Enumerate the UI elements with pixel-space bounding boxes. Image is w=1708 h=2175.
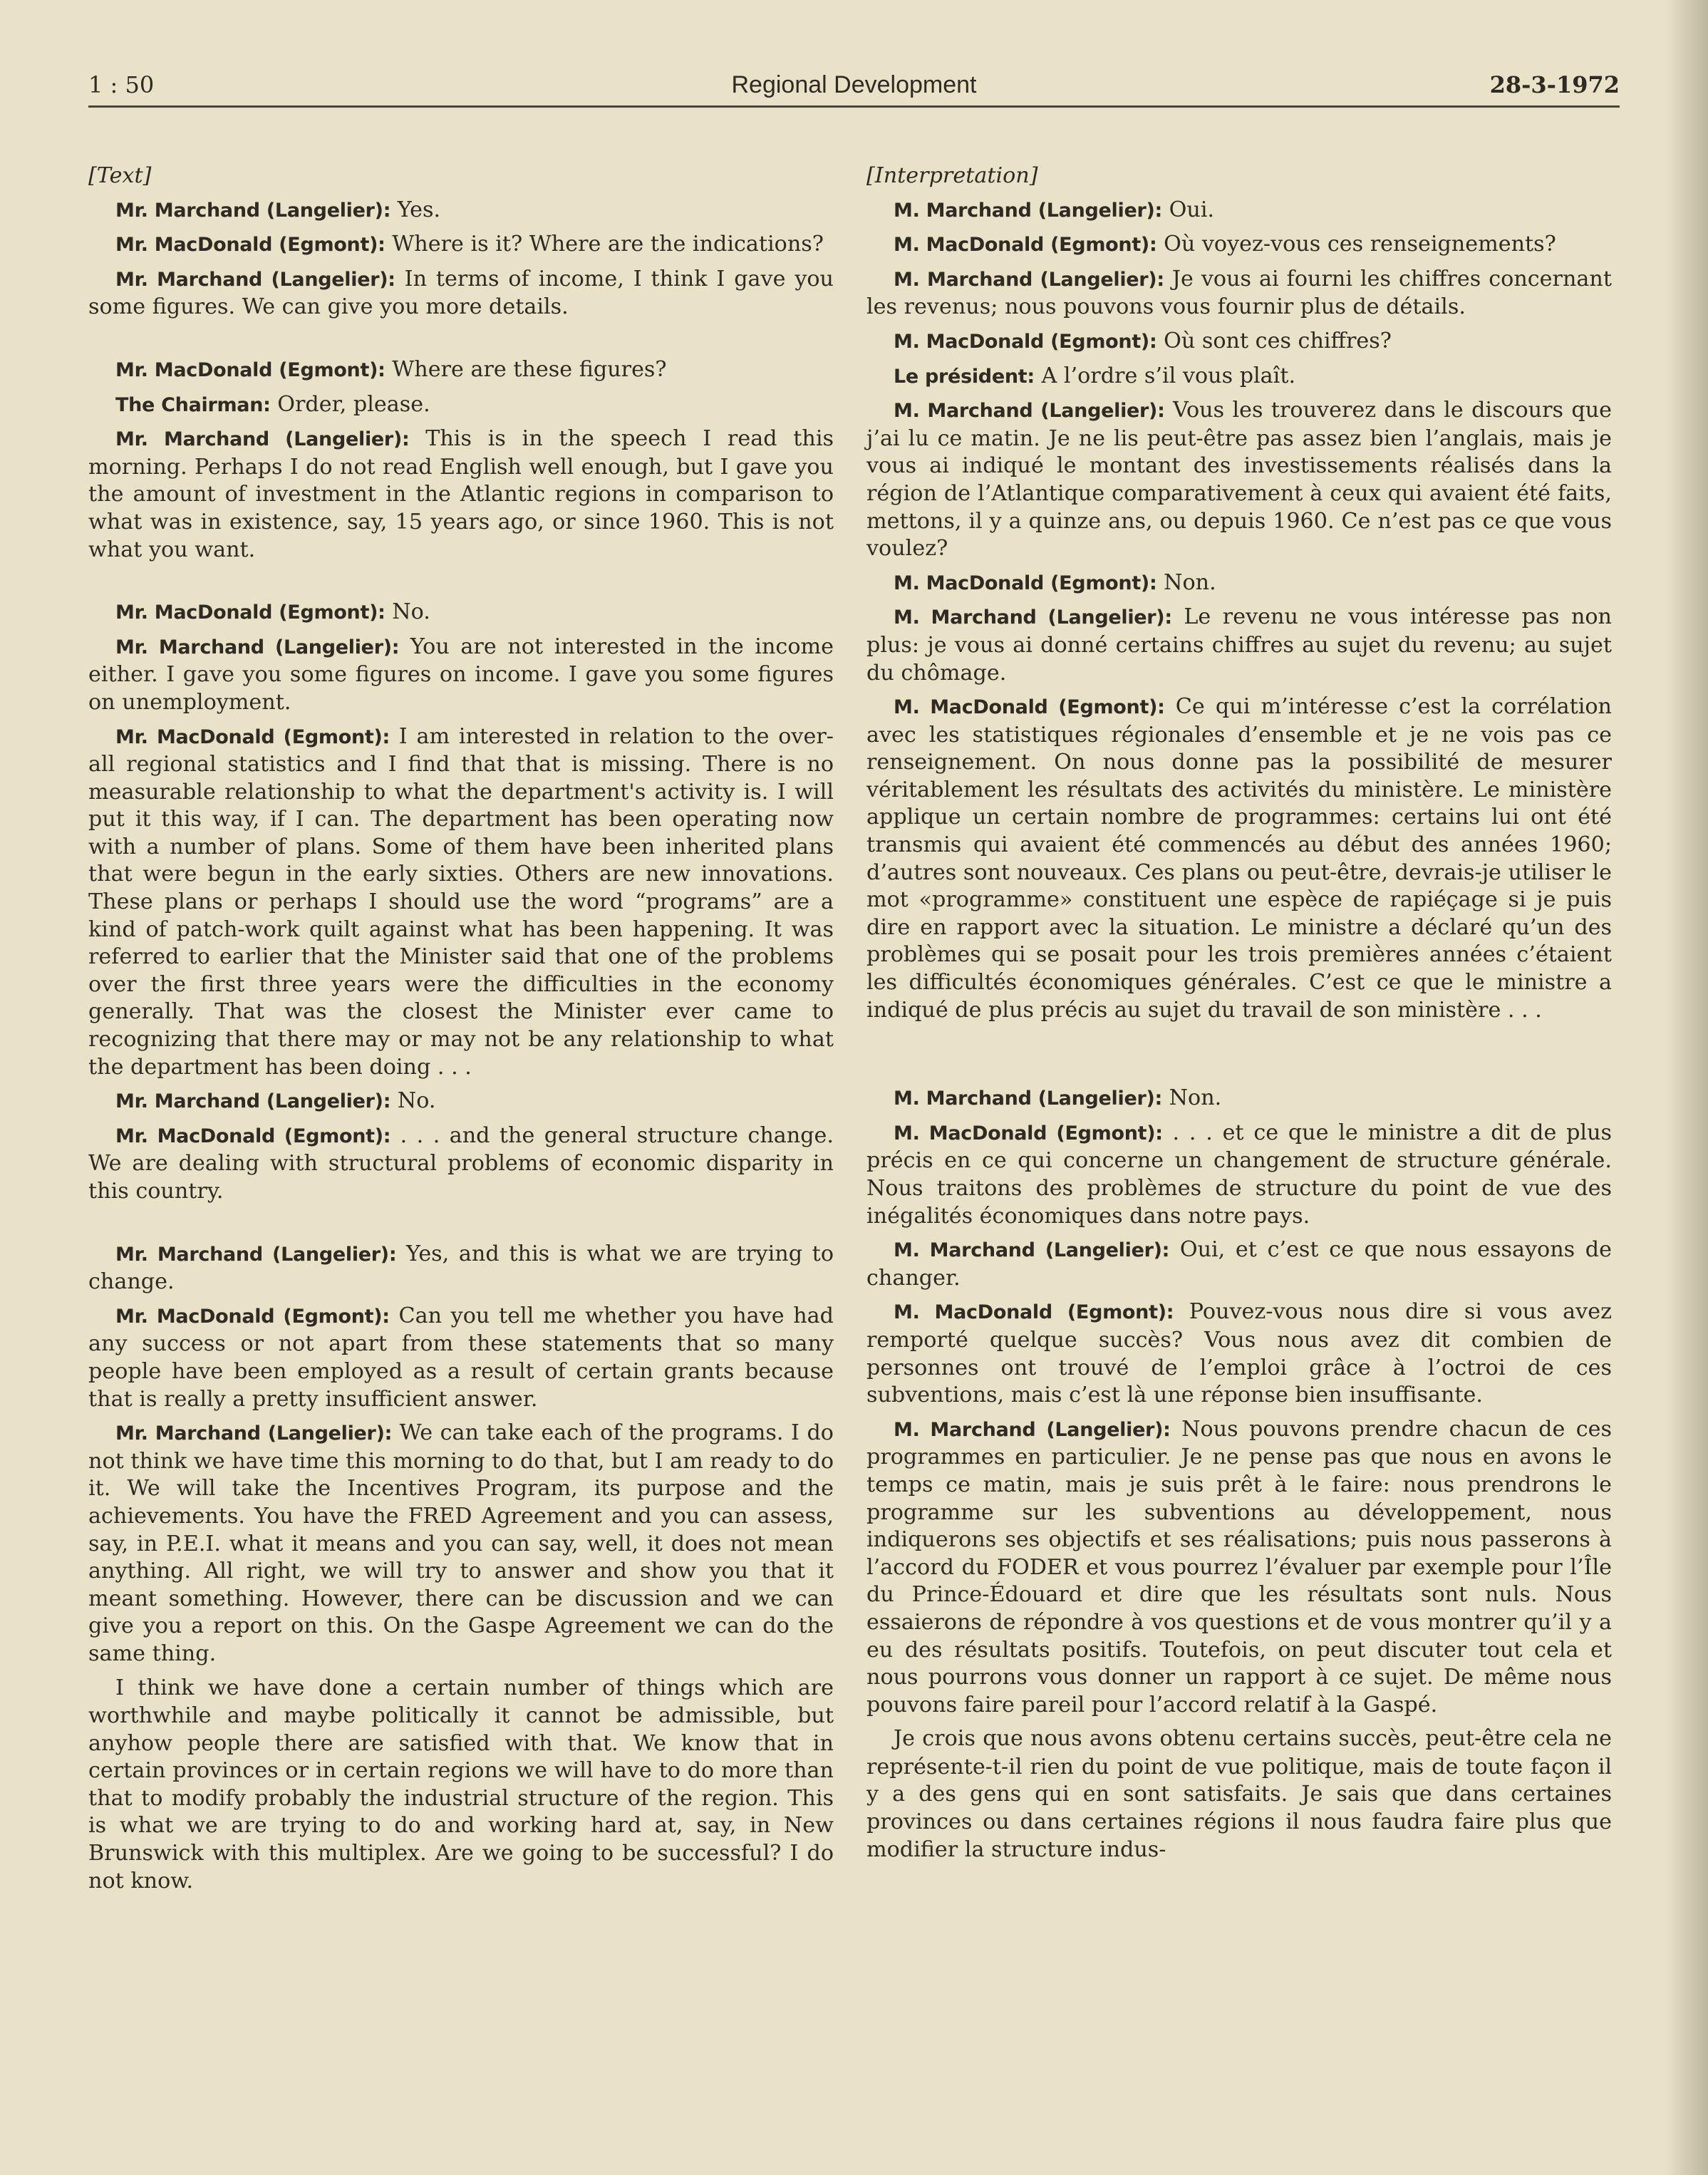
column-tag: [Text]	[88, 163, 152, 188]
paragraph: M. MacDonald (Egmont): Pouvez-vous nous dire si vous avez remporté quelque succès? Vous nous avez dit combien de personnes ont trouvé de l’emploi grâce à l’octroi de ces subventions, mais c’est là une réponse bien insuffisante.	[866, 1299, 1613, 1408]
paragraph: Mr. MacDonald (Egmont): No.	[115, 599, 430, 625]
paragraph: Mr. Marchand (Langelier): Yes, and this is what we are trying to change.	[88, 1241, 834, 1295]
paragraph: The Chairman: Order, please.	[115, 391, 430, 417]
paragraph: M. MacDonald (Egmont): Où sont ces chiffres?	[894, 328, 1392, 353]
page-edge-shadow	[1665, 0, 1708, 2175]
paragraph: Mr. Marchand (Langelier): You are not interested in the income either. I gave you some figures on income. I gave you some figures on unemployment.	[88, 634, 834, 715]
paragraph: Mr. MacDonald (Egmont): Where is it? Where are the indications?	[115, 232, 824, 257]
page-date: 28-3-1972	[1489, 71, 1620, 98]
paragraph: Mr. Marchand (Langelier): In terms of income, I think I gave you some figures. We can give you more details.	[88, 266, 834, 320]
page-number: 1 : 50	[88, 71, 155, 98]
paragraph: Mr. MacDonald (Egmont): Where are these figures?	[115, 356, 667, 382]
paragraph: M. MacDonald (Egmont): Non.	[894, 569, 1216, 595]
paragraph: M. Marchand (Langelier): Le revenu ne vous intéresse pas non plus: je vous ai donné certains chiffres au sujet du revenu; au sujet du chômage.	[866, 604, 1612, 686]
paragraph: Mr. Marchand (Langelier): This is in the speech I read this morning. Perhaps I do not read English well enough, but I gave you the amount of investment in the Atlantic regions in comparison to what was in existence, say, 15 years ago, or since 1960. This is not what you want.	[88, 426, 834, 562]
paragraph: Mr. MacDonald (Egmont): Can you tell me whether you have had any success or not apart from these statements that so many people have been employed as a result of certain grants because that is really a pretty insufficient answer.	[88, 1303, 834, 1412]
paragraph: Mr. MacDonald (Egmont): . . . and the general structure change. We are dealing with structural problems of economic disparity in this country.	[88, 1122, 834, 1204]
running-title: Regional Development	[731, 71, 977, 98]
paragraph: M. Marchand (Langelier): Vous les trouverez dans le discours que j’ai lu ce matin. Je ne lis peut-être pas assez bien l’anglais, mais je vous ai indiqué le montant des investissements réalisés dans la région de l’Atlantique comparativement à ceux qui avaient été faits, mettons, il y a quinze ans, ou depuis 1960. Ce n’est pas ce que vous voulez?	[866, 398, 1612, 562]
paragraph: Mr. Marchand (Langelier): Yes.	[115, 197, 441, 222]
paragraph: M. Marchand (Langelier): Je vous ai fourni les chiffres concernant les revenus; nous pouvons vous fournir plus de détails.	[866, 266, 1612, 320]
paragraph: M. Marchand (Langelier): Non.	[894, 1085, 1222, 1111]
french-column	[866, 162, 1612, 1870]
english-column	[88, 162, 834, 1901]
paragraph: M. MacDonald (Egmont): Ce qui m’intéresse c’est la corrélation avec les statistiques régionales d’ensemble et je ne vois pas ce renseignement. On nous donne pas la possibilité de mesurer véritablement les résultats des activités du ministère. Le ministère applique un certain nombre de programmes: certains lui ont été transmis qui avaient été commencés au début des années 1960; d’autres sont nouveaux. Ces plans ou peut-être, devrais-je utiliser le mot «programme» constituent une espèce de rapiéçage si je puis dire en rapport avec la situation. Le ministre a déclaré qu’un des problèmes qui se posait pour les trois premières années c’étaient les difficultés économiques générales. C’est ce que le ministre a indiqué de plus précis au sujet du travail de son ministère . . .	[866, 694, 1613, 1023]
header-rule	[88, 105, 1620, 108]
column-tag: [Interpretation]	[866, 163, 1038, 188]
paragraph: Mr. MacDonald (Egmont): I am interested in relation to the over-all regional statistics and I find that that is missing. There is no measurable relationship to what the department's activity is. I will put it this way, if I can. The department has been operating now with a number of plans. Some of them have been inherited plans that were begun in the early sixties. Others are new innovations. These plans or perhaps I should use the word “programs” are a kind of patch-work quilt against what has been happening. It was referred to earlier that the Minister said that one of the problems over the first three years were the difficulties in the economy generally. That was the closest the Minister ever came to recognizing that there may or may not be any relationship to what the department has been doing . . .	[88, 723, 834, 1080]
paragraph: Je crois que nous avons obtenu certains succès, peut-être cela ne représente-t-il rien du point de vue politique, mais de toute façon il y a des gens qui en sont satisfaits. Je sais que dans certaines provinces ou dans certaines régions il nous faudra faire plus que modifier la structure indus-	[866, 1726, 1612, 1862]
paragraph: M. Marchand (Langelier): Oui.	[894, 197, 1215, 222]
paragraph: M. Marchand (Langelier): Oui, et c’est ce que nous essayons de changer.	[866, 1237, 1612, 1291]
paragraph: M. MacDonald (Egmont): Où voyez-vous ces renseignements?	[894, 232, 1556, 257]
paragraph: Mr. Marchand (Langelier): No.	[115, 1088, 436, 1114]
paragraph: M. Marchand (Langelier): Nous pouvons prendre chacun de ces programmes en particulier. Je ne pense pas que nous en avons le temps ce matin, mais je suis prêt à le faire: nous prendrons le programme sur les subventions au développement, nous indiquerons ses objectifs et ses réalisations; puis nous passerons à l’accord du FODER et vous pourrez l’évaluer par exemple pour l’Île du Prince-Édouard et dire que les résultats sont nuls. Nous essaierons de répondre à vos questions et de vous montrer qu’il y a eu des résultats positifs. Toutefois, on peut discuter tout cela et nous pourrons vous donner un rapport à ce sujet. De même nous pouvons faire pareil pour l’accord relatif à la Gaspé.	[866, 1416, 1612, 1717]
paragraph: Mr. Marchand (Langelier): We can take each of the programs. I do not think we have time this morning to do that, but I am ready to do it. We will take the Incentives Program, its purpose and the achievements. You have the FRED Agreement and you can assess, say, in P.E.I. what it means and you can say, well, it does not mean anything. All right, we will try to answer and show you that it meant something. However, there can be discussion and we can give you a report on this. On the Gaspe Agreement we can do the same thing.	[88, 1420, 834, 1666]
paragraph: I think we have done a certain number of things which are worthwhile and maybe politically it cannot be admissible, but anyhow people there are satisfied with that. We know that in certain provinces or in certain regions we will have to do more than that to modify probably the industrial structure of the region. This is what we are trying to do and working hard at, say, in New Brunswick with this multiplex. Are we going to be successful? I do not know.	[88, 1675, 834, 1894]
paragraph: Le président: A l’ordre s’il vous plaît.	[894, 363, 1296, 388]
paragraph: M. MacDonald (Egmont): . . . et ce que le ministre a dit de plus précis en ce qui concerne un changement de structure générale. Nous traitons des problèmes de structure du point de vue des inégalités économiques dans notre pays.	[866, 1120, 1613, 1229]
